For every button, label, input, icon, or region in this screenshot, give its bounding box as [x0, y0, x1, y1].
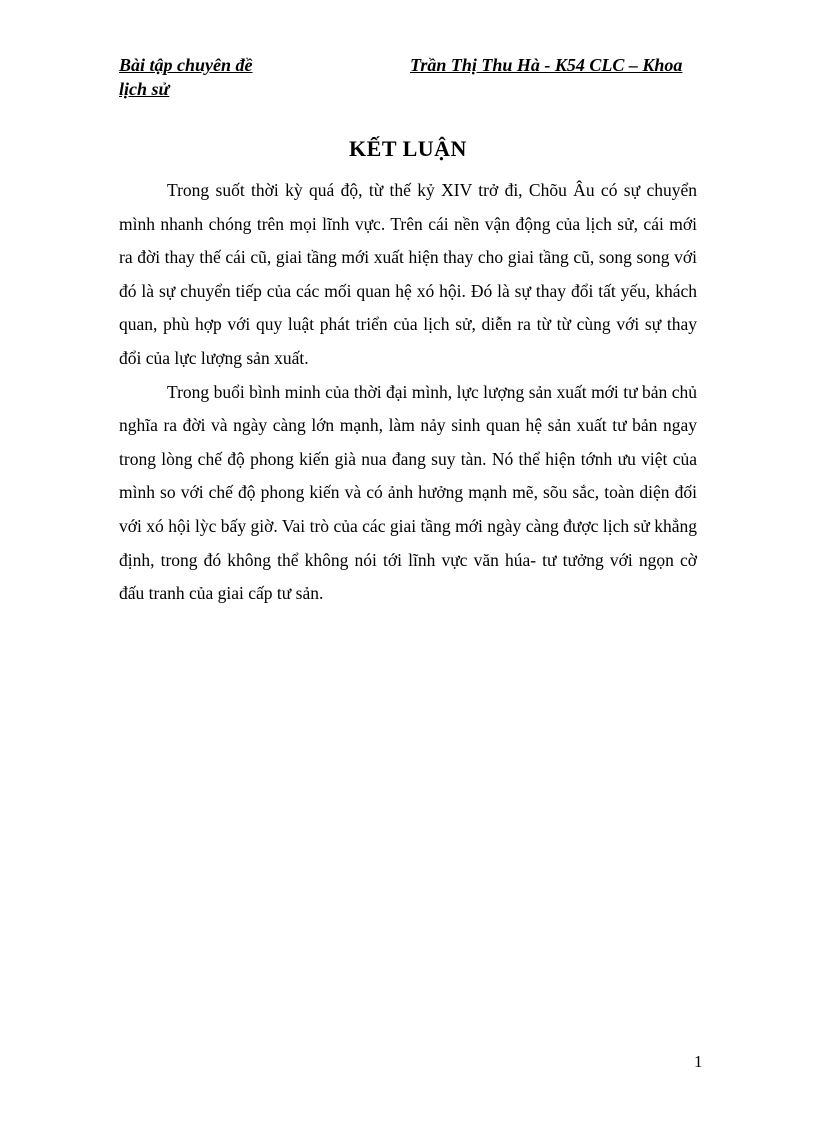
section-title: KẾT LUẬN — [349, 136, 467, 161]
page-header — [119, 53, 699, 99]
header-department: lịch sử — [119, 79, 170, 99]
paragraph-2: Trong buổi bình minh của thời đại mình, lực lượng sản xuất mới tư bản chủ nghĩa ra đời và ngày càng lớn mạnh, làm nảy sinh quan hệ sản xuất tư bản ngay trong lòng chế độ phong kiến già nua đang suy tàn. Nó thể hiện tớnh ưu việt của mình so với chế độ phong kiến và có ảnh hưởng mạnh mẽ, sõu sắc, toàn diện đối với xó hội lỳc bấy giờ. Vai trò của các giai tầng mới ngày càng được lịch sử khẳng định, trong đó không thể không nói tới lĩnh vực văn húa- tư tưởng với ngọn cờ đấu tranh của giai cấp tư sản. — [119, 381, 697, 604]
paragraph-1: Trong suốt thời kỳ quá độ, từ thế kỷ XIV trở đi, Chõu Âu có sự chuyển mình nhanh chóng trên mọi lĩnh vực. Trên cái nền vận động của lịch sử, cái mới ra đời thay thế cái cũ, giai tầng mới xuất hiện thay cho giai tầng cũ, song song với đó là sự chuyển tiếp của các mối quan hệ xó hội. Đó là sự thay đổi tất yếu, khách quan, phù hợp với quy luật phát triển của lịch sử, diễn ra từ từ cùng với sự thay đổi của lực lượng sản xuất. — [119, 180, 697, 368]
header-author: Trần Thị Thu Hà - K54 CLC – Khoa — [410, 55, 683, 75]
body-text — [119, 174, 697, 611]
header-course-title: Bài tập chuyên đề — [119, 55, 253, 75]
page-number: 1 — [694, 1052, 703, 1071]
header-line — [119, 53, 699, 77]
